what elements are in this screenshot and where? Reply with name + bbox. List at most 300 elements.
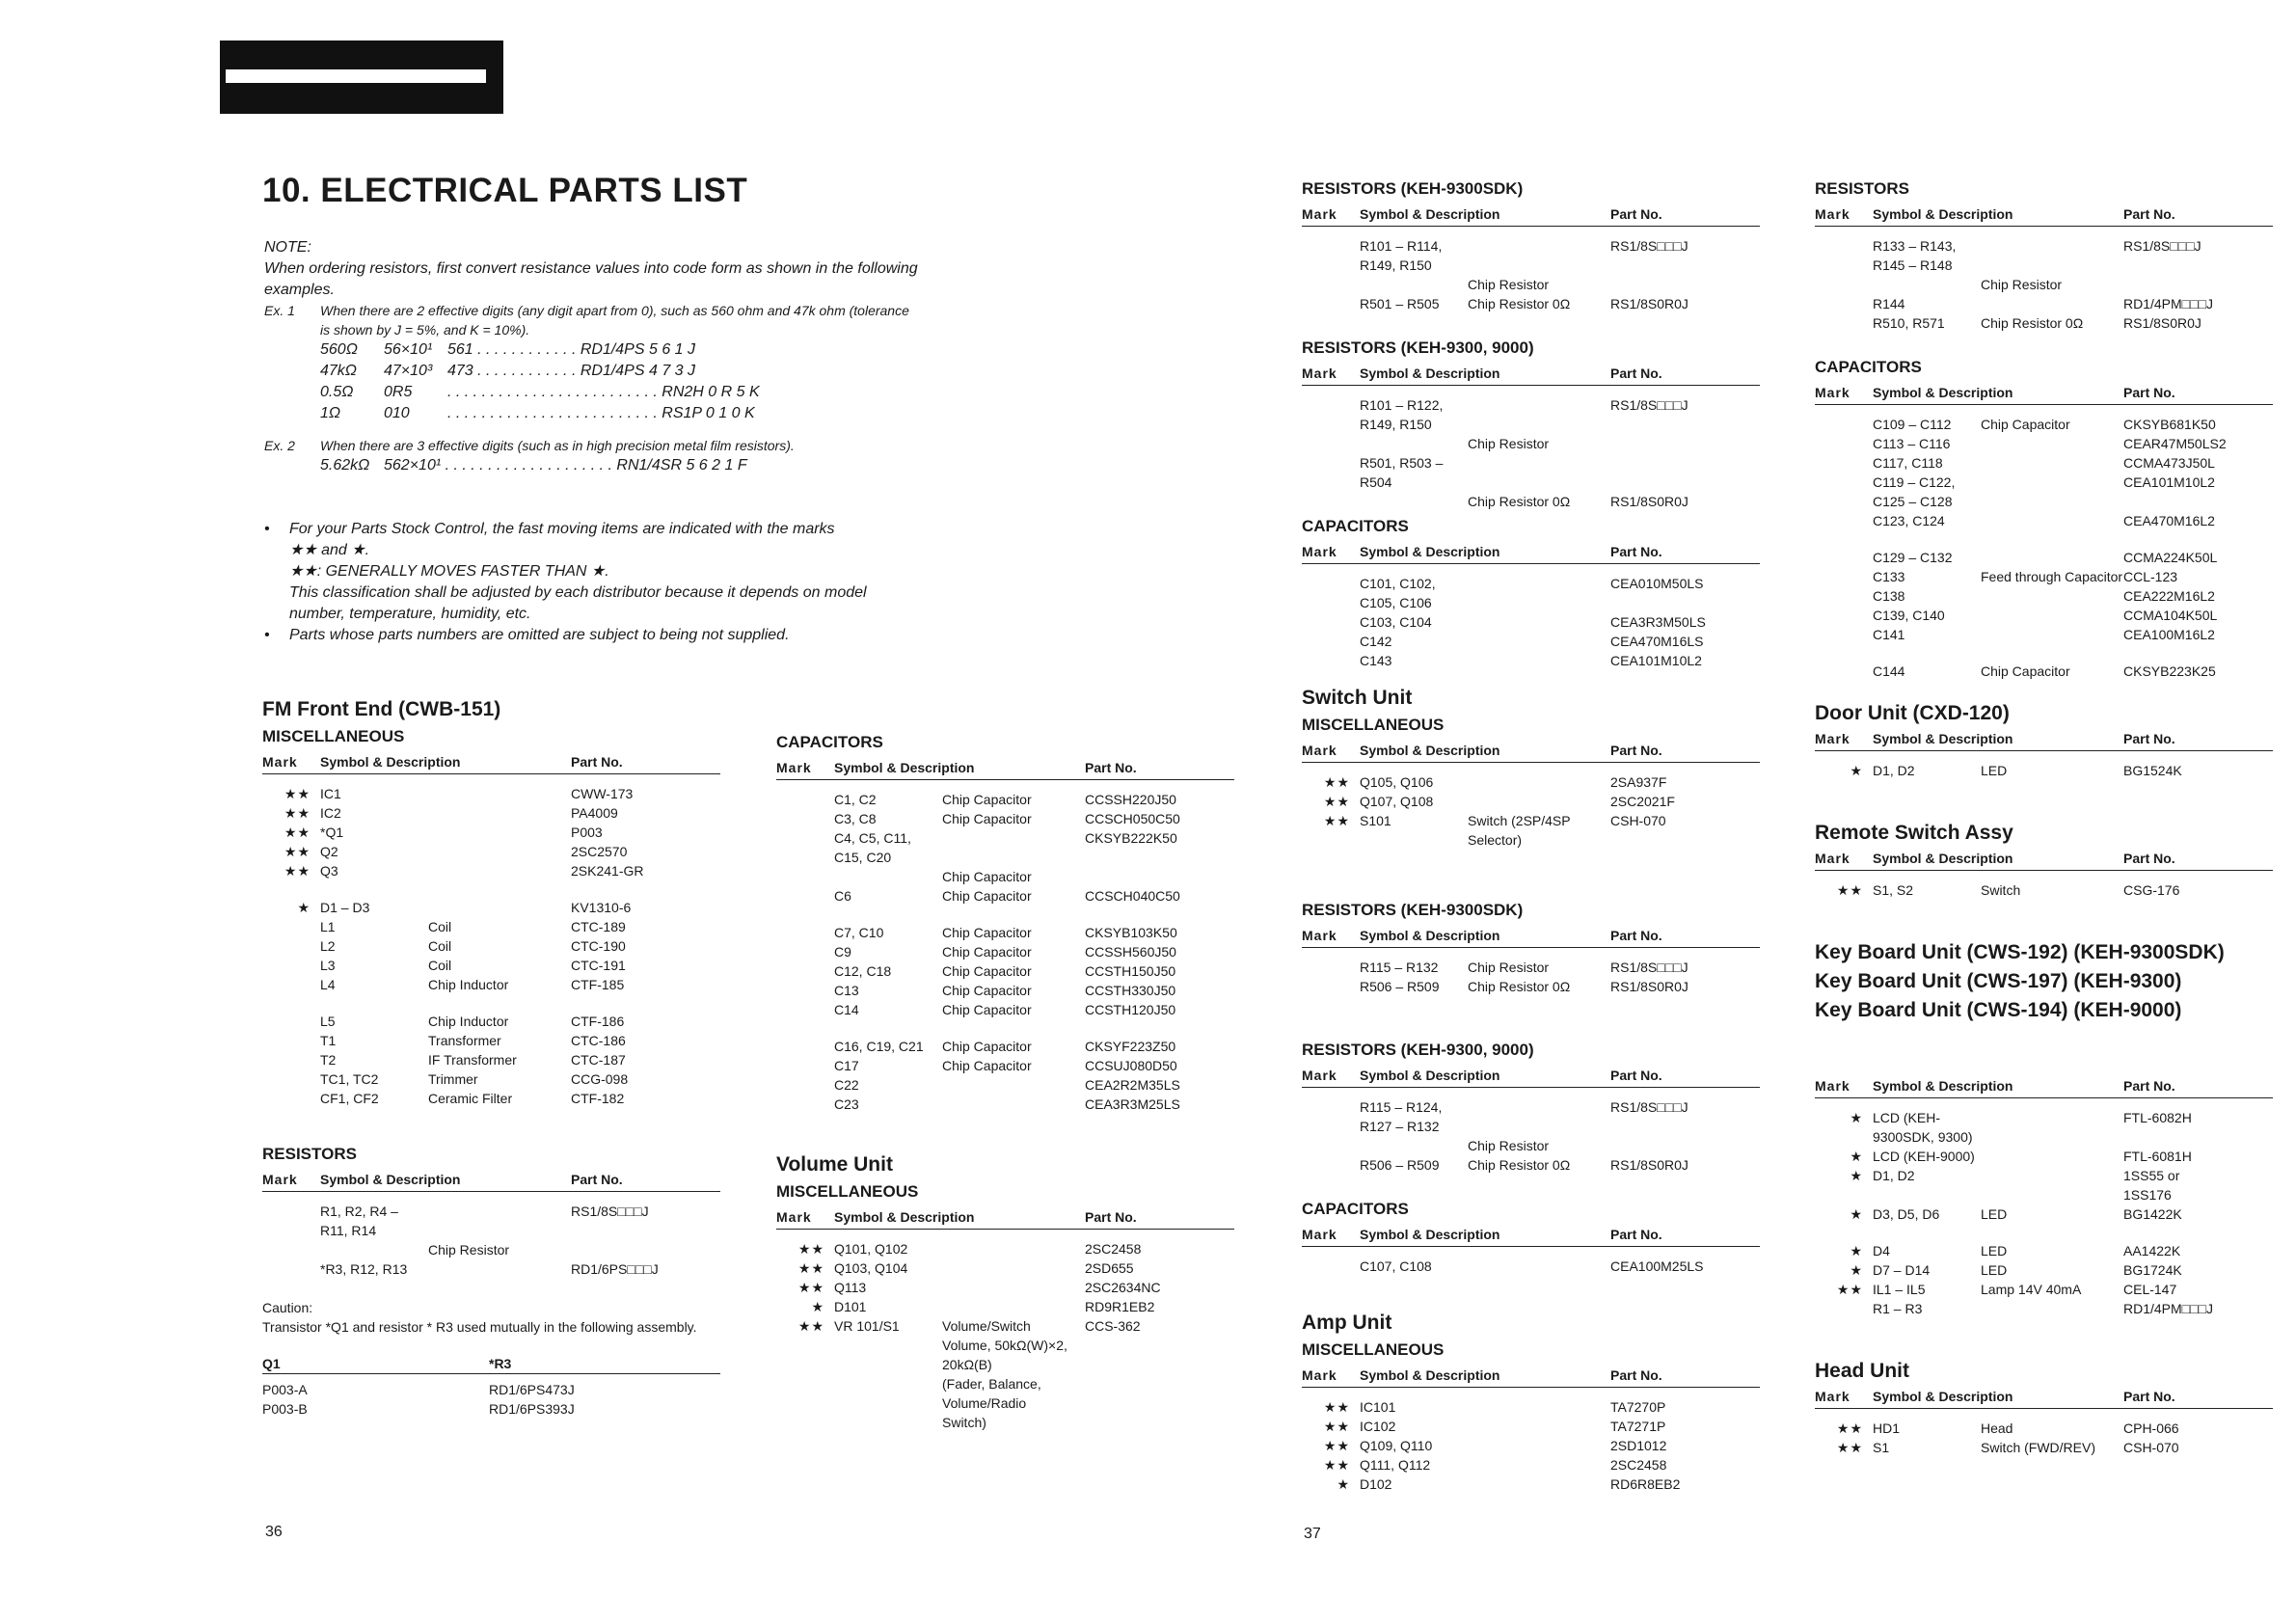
table-row <box>1302 236 1760 275</box>
symbol-cell: R501 – R505 <box>1360 296 1440 311</box>
table-header <box>1302 365 1760 386</box>
part-number-cell: RD9R1EB2 <box>1085 1299 1155 1314</box>
part-number-cell <box>1610 434 1760 453</box>
mark-column-header: Mark <box>262 754 298 770</box>
parts-table <box>1302 365 1760 511</box>
table-row <box>1815 511 2273 530</box>
mark-column-header: Mark <box>1302 928 1337 943</box>
symbol-cell: C129 – C132 <box>1873 550 1953 565</box>
head-unit-section <box>1815 1360 2273 1457</box>
part-number-cell <box>1085 1413 1234 1432</box>
mark-cell <box>262 1069 320 1089</box>
description-cell: LED <box>1981 1243 2008 1258</box>
parts-table <box>1302 1227 1760 1276</box>
sym-column-header: Symbol & Description <box>1873 851 2013 866</box>
mark-cell <box>776 1336 834 1355</box>
mark-cell: ★ <box>811 1299 824 1314</box>
table-header <box>1815 206 2273 227</box>
description-cell <box>1468 1474 1610 1494</box>
part-number-cell: CEA010M50LS <box>1610 576 1704 591</box>
table-row <box>1302 811 1760 830</box>
symbol-cell: R101 – R114, R149, R150 <box>1360 238 1443 273</box>
resistors-keh9300-section <box>1302 1037 1760 1175</box>
part-number-cell: CCSSH560J50 <box>1085 944 1176 960</box>
table-row <box>1815 880 2273 900</box>
table-row <box>1302 772 1760 792</box>
section-title: Amp Unit <box>1302 1312 1392 1334</box>
symbol-cell: C117, C118 <box>1873 455 1943 471</box>
symbol-cell: T1 <box>320 1033 337 1048</box>
table-row <box>776 1336 1234 1355</box>
description-cell <box>428 784 571 803</box>
mark-cell <box>1302 830 1360 850</box>
description-cell <box>942 1075 1085 1095</box>
ex1-notation: 010 <box>384 405 410 421</box>
r3-col-header: *R3 <box>489 1356 512 1371</box>
symbol-cell: C23 <box>834 1096 859 1112</box>
part-number-cell: AA1422K <box>2123 1243 2181 1258</box>
table-header <box>262 1172 720 1192</box>
table-row <box>1302 977 1760 996</box>
symbol-cell <box>834 1355 942 1374</box>
symbol-cell: C12, C18 <box>834 963 892 979</box>
symbol-cell: L2 <box>320 938 336 954</box>
description-cell <box>428 823 571 842</box>
description-cell: Switch) <box>942 1415 986 1430</box>
table-row <box>1815 434 2273 453</box>
symbol-cell: *Q1 <box>320 825 344 840</box>
table-row <box>1302 1397 1760 1417</box>
mark-cell <box>262 1240 320 1259</box>
ex1-value: 47kΩ <box>320 363 357 379</box>
description-cell: Chip Capacitor <box>942 888 1032 904</box>
symbol-cell: C123, C124 <box>1873 513 1945 528</box>
q-cell: P003-A <box>262 1382 308 1397</box>
mark-column-header: Mark <box>1302 1227 1337 1242</box>
part-number-cell: 2SC2021F <box>1610 794 1675 809</box>
description-cell: Chip Capacitor <box>942 869 1032 884</box>
symbol-cell: R501, R503 – R504 <box>1360 455 1444 490</box>
symbol-cell <box>834 1393 942 1413</box>
part-number-cell: RS1/8S□□□J <box>1610 397 1688 413</box>
part-number-cell: CTF-185 <box>571 977 625 992</box>
part-number-cell: CCMA224K50L <box>2123 550 2218 565</box>
symbol-cell: S101 <box>1360 813 1391 828</box>
symbol-cell: Q103, Q104 <box>834 1260 908 1276</box>
description-cell: Chip Capacitor <box>942 1039 1032 1054</box>
part-number-cell: CPH-066 <box>2123 1420 2179 1436</box>
mark-cell: ★★ <box>284 805 311 821</box>
part-number-cell: RS1/8S□□□J <box>1610 1099 1688 1115</box>
pno-column-header: Part No. <box>571 1172 623 1187</box>
description-cell: Chip Resistor <box>1468 277 1550 292</box>
table-row <box>776 828 1234 867</box>
parts-table <box>1815 851 2273 900</box>
table-row <box>1815 473 2273 511</box>
symbol-cell: R506 – R509 <box>1360 979 1440 994</box>
mark-cell: ★★ <box>1323 1438 1350 1453</box>
part-number-cell: CTF-182 <box>571 1091 625 1106</box>
symbol-cell: C144 <box>1873 663 1905 679</box>
description-cell: Coil <box>428 958 452 973</box>
section-title: Volume Unit <box>776 1153 893 1176</box>
mark-column-header: Mark <box>1815 1389 1850 1404</box>
symbol-cell: C4, C5, C11, C15, C20 <box>834 830 911 865</box>
section-title: Key Board Unit (CWS-192) (KEH-9300SDK) <box>1815 941 2225 963</box>
bullet-text: ★★: GENERALLY MOVES FASTER THAN ★. <box>289 563 609 580</box>
table-row <box>1302 1136 1760 1155</box>
mark-column-header: Mark <box>262 1172 298 1187</box>
table-row <box>776 886 1234 906</box>
table-header <box>1815 385 2273 405</box>
description-cell: Chip Resistor <box>1468 436 1550 451</box>
symbol-cell: L5 <box>320 1014 336 1029</box>
ex1-code: . . . . . . . . . . . . . . . . . . . . . . . . . RN2H 0 R 5 K <box>447 384 760 400</box>
table-header <box>1815 731 2273 751</box>
parts-table <box>1302 1367 1760 1494</box>
description-cell <box>1468 574 1610 612</box>
part-number-cell: CKSYB223K25 <box>2123 663 2216 679</box>
mark-cell <box>1302 574 1360 612</box>
description-cell: Chip Resistor <box>428 1242 510 1258</box>
mark-cell <box>1815 548 1873 567</box>
table-row <box>1302 1474 1760 1494</box>
mark-cell: ★ <box>1850 1262 1863 1278</box>
table-row <box>1815 415 2273 434</box>
mark-column-header: Mark <box>1302 365 1337 381</box>
table-header <box>776 1209 1234 1230</box>
description-cell <box>942 1239 1085 1258</box>
pno-column-header: Part No. <box>1610 206 1662 222</box>
mark-cell <box>262 1050 320 1069</box>
part-number-cell: CEA100M16L2 <box>2123 627 2215 642</box>
description-cell: LED <box>1981 1262 2008 1278</box>
pno-column-header: Part No. <box>1085 760 1137 775</box>
table-row <box>262 1240 720 1259</box>
part-number-cell: RD1/6PS□□□J <box>571 1261 659 1277</box>
table-row <box>262 803 720 823</box>
mark-column-header: Mark <box>1815 385 1850 400</box>
part-number-cell: RD6R8EB2 <box>1610 1476 1681 1492</box>
description-cell <box>1981 1185 2123 1204</box>
table-row <box>1815 530 2273 548</box>
part-number-cell <box>1610 1136 1760 1155</box>
table-row <box>262 861 720 880</box>
pno-column-header: Part No. <box>2123 1389 2175 1404</box>
description-cell <box>942 1297 1085 1316</box>
caution-heading: Caution: <box>262 1300 313 1315</box>
table-row <box>776 981 1234 1000</box>
table-row <box>1815 644 2273 662</box>
mark-cell <box>1302 492 1360 511</box>
part-number-cell: CTC-186 <box>571 1033 626 1048</box>
pno-column-header: Part No. <box>2123 731 2175 746</box>
sym-column-header: Symbol & Description <box>1873 206 2013 222</box>
part-number-cell: RS1/8S0R0J <box>1610 1157 1688 1173</box>
symbol-cell: C141 <box>1873 627 1905 642</box>
table-row <box>262 842 720 861</box>
table-row <box>776 1297 1234 1316</box>
symbol-cell: Q101, Q102 <box>834 1241 908 1257</box>
table-row <box>1302 453 1760 492</box>
part-number-cell: CSG-176 <box>2123 882 2180 898</box>
part-number-cell <box>2123 275 2273 294</box>
pno-column-header: Part No. <box>2123 851 2175 866</box>
description-cell: Chip Capacitor <box>1981 663 2070 679</box>
description-cell <box>1981 294 2123 313</box>
mark-cell <box>1815 453 1873 473</box>
symbol-cell <box>1360 275 1468 294</box>
table-row <box>1815 761 2273 780</box>
mark-cell: ★ <box>1850 1110 1863 1125</box>
ex2-label: Ex. 2 <box>264 438 295 453</box>
mark-cell: ★★ <box>797 1241 824 1257</box>
part-number-cell: 2SC2458 <box>1085 1241 1142 1257</box>
ex2-value: 5.62kΩ <box>320 457 370 473</box>
mark-cell <box>776 961 834 981</box>
mark-column-header: Mark <box>1302 544 1337 559</box>
table-row <box>776 1374 1234 1393</box>
parts-table <box>776 1209 1234 1432</box>
mark-cell: ★★ <box>1323 813 1350 828</box>
symbol-cell: CF1, CF2 <box>320 1091 379 1106</box>
part-number-cell: CEA222M16L2 <box>2123 588 2215 604</box>
part-number-cell: CEA100M25LS <box>1610 1258 1704 1274</box>
table-row <box>1302 492 1760 511</box>
part-number-cell: CKSYF223Z50 <box>1085 1039 1176 1054</box>
subsection-title: RESISTORS (KEH-9300, 9000) <box>1302 1041 1534 1059</box>
page-number-right: 37 <box>1304 1526 1321 1542</box>
fm-front-end-section <box>262 698 720 1419</box>
part-number-cell: CEA470M16L2 <box>2123 513 2215 528</box>
capacitors-section <box>1302 1196 1760 1276</box>
part-number-cell: CCMA473J50L <box>2123 455 2215 471</box>
mark-cell <box>1302 294 1360 313</box>
section-title: Key Board Unit (CWS-197) (KEH-9300) <box>1815 970 2182 992</box>
table-row <box>1815 548 2273 567</box>
table-row <box>262 936 720 956</box>
mark-column-header: Mark <box>1302 206 1337 222</box>
ex1-code: 561 . . . . . . . . . . . . RD1/4PS 5 6 1 J <box>447 341 695 358</box>
table-row <box>1815 1166 2273 1185</box>
table-row <box>1302 1417 1760 1436</box>
table-row <box>262 956 720 975</box>
symbol-cell: TC1, TC2 <box>320 1071 379 1087</box>
table-row <box>1302 395 1760 434</box>
sym-column-header: Symbol & Description <box>1360 928 1500 943</box>
mark-column-header: Mark <box>776 760 812 775</box>
symbol-cell: C109 – C112 <box>1873 417 1952 432</box>
table-row <box>1815 1280 2273 1299</box>
mark-cell <box>1815 294 1873 313</box>
table-row <box>262 784 720 803</box>
mark-column-header: Mark <box>1815 731 1850 746</box>
description-cell <box>1981 625 2123 644</box>
sym-column-header: Symbol & Description <box>1360 743 1500 758</box>
keyboard-unit-section <box>1815 941 2273 1318</box>
part-number-cell <box>1610 453 1760 492</box>
table-row <box>262 880 720 898</box>
ex1-text: When there are 2 effective digits (any digit apart from 0), such as 560 ohm and 47k ohm (tolerance is shown by J = 5%, and K = 10%). <box>320 303 909 338</box>
description-cell: Volume/Radio <box>942 1395 1027 1411</box>
subsection-title: CAPACITORS <box>1302 517 1409 535</box>
part-number-cell: CSH-070 <box>1610 813 1666 828</box>
description-cell <box>1468 236 1610 275</box>
part-number-cell: RS1/8S□□□J <box>2123 238 2201 254</box>
part-number-cell <box>1610 830 1760 850</box>
parts-table <box>1815 206 2273 333</box>
parts-table <box>1302 928 1760 996</box>
symbol-cell <box>834 867 942 886</box>
mark-cell <box>1815 236 1873 275</box>
description-cell: (Fader, Balance, <box>942 1376 1041 1392</box>
mark-cell: ★★ <box>1323 794 1350 809</box>
part-number-cell: CWW-173 <box>571 786 634 801</box>
symbol-cell <box>834 1413 942 1432</box>
mark-cell <box>1302 395 1360 434</box>
symbol-cell: D1, D2 <box>1873 1168 1915 1183</box>
description-cell: Chip Resistor 0Ω <box>1468 296 1571 311</box>
mark-cell: ★★ <box>1836 1420 1863 1436</box>
table-row <box>1815 1108 2273 1147</box>
table-row <box>1302 830 1760 850</box>
table-row <box>1815 1147 2273 1166</box>
mark-cell <box>776 1393 834 1413</box>
part-number-cell: CTC-189 <box>571 919 626 934</box>
part-number-cell: BG1422K <box>2123 1206 2182 1222</box>
q-col-header: Q1 <box>262 1356 281 1371</box>
mark-cell <box>776 1037 834 1056</box>
mark-cell <box>1302 1155 1360 1175</box>
table-row <box>1302 294 1760 313</box>
part-number-cell: CCMA104K50L <box>2123 608 2218 623</box>
sym-column-header: Symbol & Description <box>834 760 975 775</box>
part-number-cell: 2SC2458 <box>1610 1457 1667 1473</box>
table-row <box>262 1202 720 1240</box>
mark-cell <box>776 1095 834 1114</box>
symbol-cell <box>834 1374 942 1393</box>
table-row <box>776 1075 1234 1095</box>
pno-column-header: Part No. <box>2123 206 2175 222</box>
description-cell: Chip Capacitor <box>942 792 1032 807</box>
symbol-cell: D3, D5, D6 <box>1873 1206 1940 1222</box>
mark-cell <box>776 1355 834 1374</box>
pno-column-header: Part No. <box>1610 1068 1662 1083</box>
description-cell: IF Transformer <box>428 1052 517 1068</box>
symbol-cell: IC2 <box>320 805 341 821</box>
pno-column-header: Part No. <box>1610 365 1662 381</box>
part-number-cell: 2SK241-GR <box>571 863 644 879</box>
capacitors-section <box>776 729 1234 1114</box>
table-row <box>1302 275 1760 294</box>
description-cell <box>428 1259 571 1279</box>
table-row <box>1815 1204 2273 1224</box>
mark-cell <box>1302 453 1360 492</box>
symbol-cell: C14 <box>834 1002 859 1017</box>
pno-column-header: Part No. <box>1085 1209 1137 1225</box>
mark-cell: ★★ <box>797 1260 824 1276</box>
symbol-cell: T2 <box>320 1052 337 1068</box>
part-number-cell: CEAR47M50LS2 <box>2123 436 2227 451</box>
symbol-cell: R510, R571 <box>1873 315 1945 331</box>
mark-cell: ★ <box>1337 1476 1350 1492</box>
mark-cell <box>262 936 320 956</box>
part-number-cell: CTF-186 <box>571 1014 625 1029</box>
mark-cell: ★★ <box>1323 1399 1350 1415</box>
mark-cell <box>1302 958 1360 977</box>
symbol-cell: C107, C108 <box>1360 1258 1432 1274</box>
description-cell: Chip Capacitor <box>1981 417 2070 432</box>
part-number-cell: CTC-187 <box>571 1052 626 1068</box>
ex1-notation: 47×10³ <box>384 363 433 379</box>
part-number-cell: CCSSH220J50 <box>1085 792 1176 807</box>
table-row <box>1815 313 2273 333</box>
mark-column-header: Mark <box>1815 1078 1850 1094</box>
description-cell: Chip Resistor 0Ω <box>1468 979 1571 994</box>
section-title: Head Unit <box>1815 1360 1910 1382</box>
description-cell <box>1468 1436 1610 1455</box>
part-number-cell: CTC-191 <box>571 958 626 973</box>
mark-cell <box>262 975 320 994</box>
section-title: Remote Switch Assy <box>1815 822 2013 844</box>
part-number-cell: RD1/4PM□□□J <box>2123 1301 2214 1316</box>
mark-cell <box>776 1374 834 1393</box>
part-number-cell: 2SD655 <box>1085 1260 1134 1276</box>
description-cell: Coil <box>428 919 452 934</box>
description-cell: Transformer <box>428 1033 501 1048</box>
pno-column-header: Part No. <box>571 754 623 770</box>
table-row <box>1815 662 2273 681</box>
table-header <box>1302 1367 1760 1388</box>
table-row <box>1302 958 1760 977</box>
part-number-cell: TA7271P <box>1610 1419 1666 1434</box>
ex1-value: 560Ω <box>320 341 358 358</box>
symbol-cell: C13 <box>834 983 859 998</box>
description-cell: Chip Resistor 0Ω <box>1468 494 1571 509</box>
description-cell: Selector) <box>1468 832 1523 848</box>
door-unit-section <box>1815 702 2273 780</box>
mark-cell <box>1302 1257 1360 1276</box>
mark-cell: ★★ <box>1836 1440 1863 1455</box>
part-number-cell: RS1/8S0R0J <box>1610 296 1688 311</box>
table-row <box>262 917 720 936</box>
table-row <box>776 961 1234 981</box>
description-cell <box>428 861 571 880</box>
subsection-title: MISCELLANEOUS <box>1302 716 1445 734</box>
part-number-cell: RS1/8S0R0J <box>1610 979 1688 994</box>
symbol-cell: R115 – R132 <box>1360 960 1439 975</box>
subsection-title: MISCELLANEOUS <box>776 1182 919 1201</box>
symbol-cell: D102 <box>1360 1476 1392 1492</box>
r3-cell: RD1/6PS473J <box>489 1382 575 1397</box>
description-cell: Feed through Capacitor <box>1981 569 2123 584</box>
sym-column-header: Symbol & Description <box>1360 1227 1500 1242</box>
symbol-cell: L1 <box>320 919 336 934</box>
sym-column-header: Symbol & Description <box>1360 1367 1500 1383</box>
description-cell <box>1981 1299 2123 1318</box>
symbol-cell: D101 <box>834 1299 867 1314</box>
table-row <box>262 1031 720 1050</box>
mark-cell: ★★ <box>797 1280 824 1295</box>
symbol-cell: R115 – R124, R127 – R132 <box>1360 1099 1443 1134</box>
section-title: Switch Unit <box>1302 687 1413 709</box>
table-row <box>1815 1224 2273 1241</box>
q-cell: P003-B <box>262 1401 308 1417</box>
part-number-cell <box>1085 867 1234 886</box>
table-row <box>1302 792 1760 811</box>
part-number-cell: CEA3R3M25LS <box>1085 1096 1180 1112</box>
table-row <box>1302 1436 1760 1455</box>
